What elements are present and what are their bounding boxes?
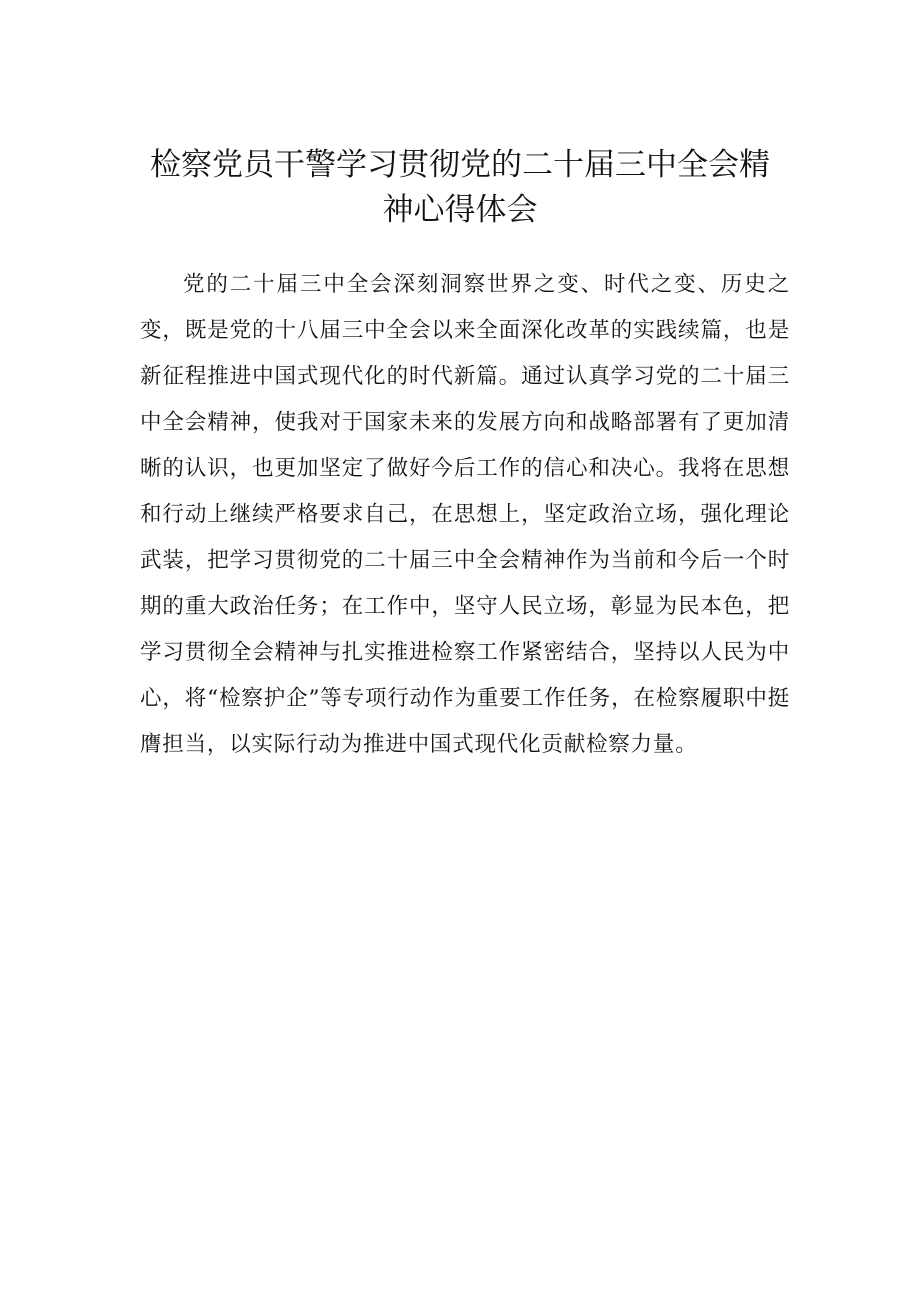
title-line-1: 检察党员干警学习贯彻党的二十届三中全会精: [150, 147, 770, 183]
document-title: [120, 143, 800, 233]
title-line-2: 神心得体会: [382, 192, 538, 228]
body-paragraph: 党的二十届三中全会深刻洞察世界之变、时代之变、历史之变，既是党的十八届三中全会以来全面深化改革的实践续篇，也是新征程推进中国式现代化的时代新篇。通过认真学习党的二十届三中全会精神，使我对于国家未来的发展方向和战略部署有了更加清晰的认识，也更加坚定了做好今后工作的信心和决心。我将在思想和行动上继续严格要求自己，在思想上，坚定政治立场，强化理论武装，把学习贯彻党的二十届三中全会精神作为当前和今后一个时期的重大政治任务；在工作中，坚守人民立场，彰显为民本色，把学习贯彻全会精神与扎实推进检察工作紧密结合，坚持以人民为中心，将“检察护企”等专项行动作为重要工作任务，在检察履职中挺膺担当，以实际行动为推进中国式现代化贡献检察力量。: [140, 272, 790, 757]
